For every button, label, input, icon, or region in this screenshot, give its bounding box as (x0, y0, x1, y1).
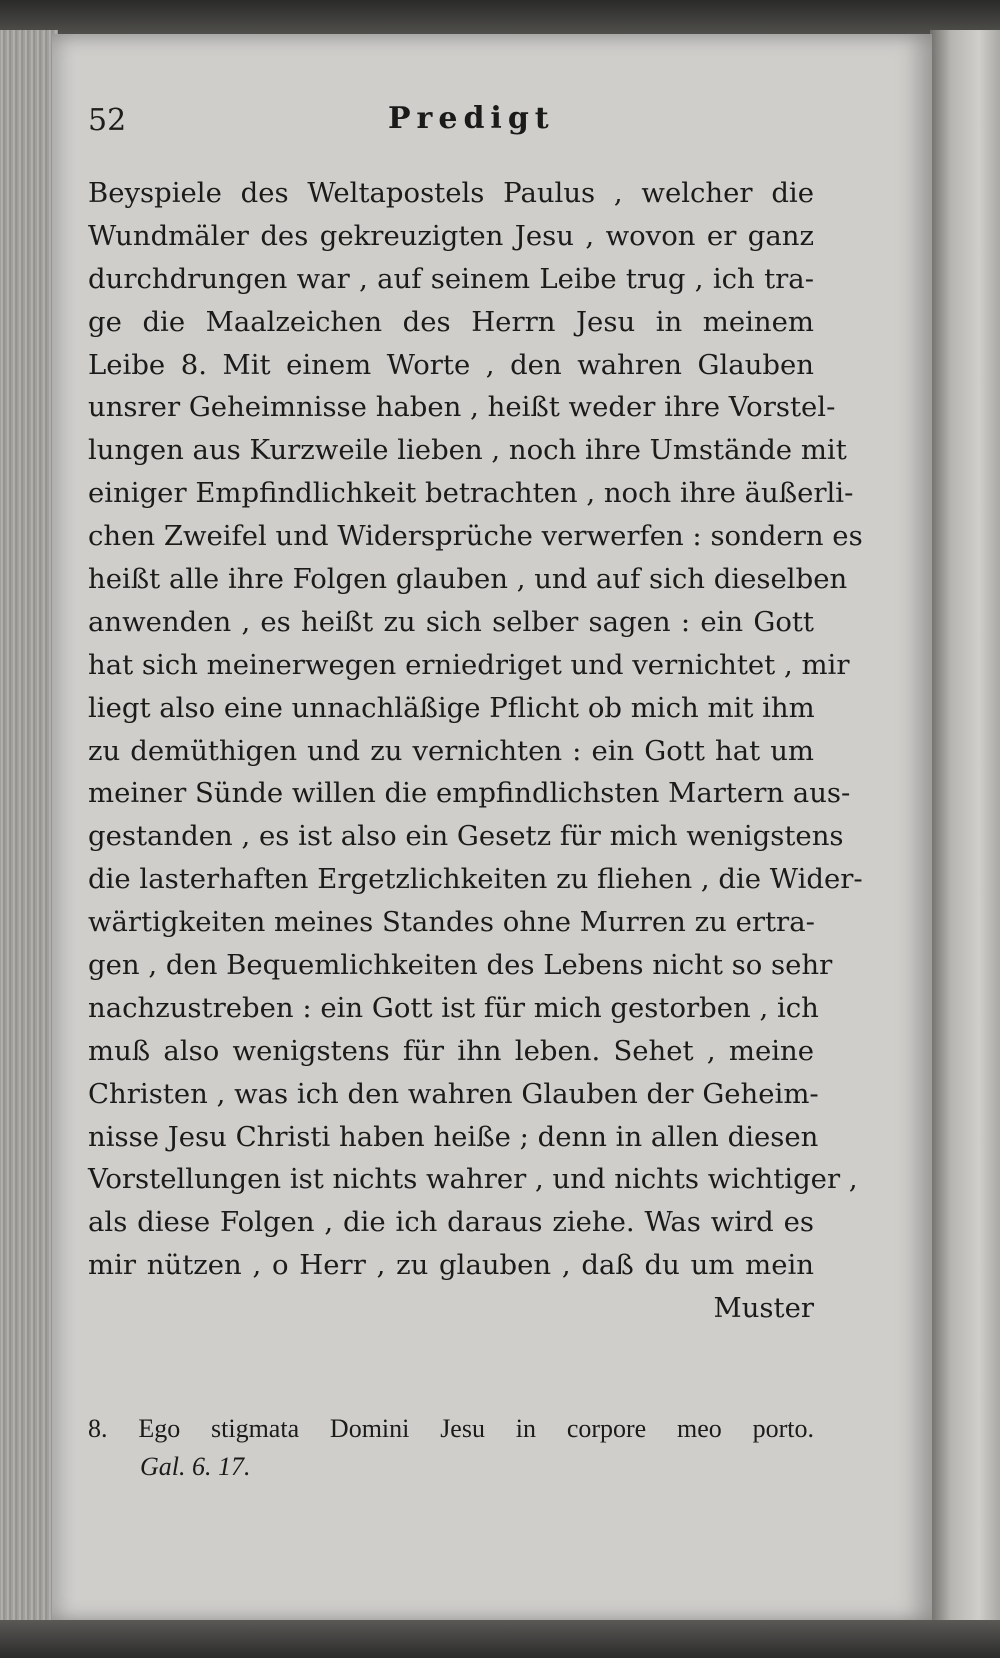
text-line: ge die Maalzeichen des Herrn Jesu in meinem (88, 305, 814, 338)
text-line: mir nützen , o Herr , zu glauben , daß du um mein (88, 1249, 814, 1282)
footnote-text: 8. Ego stigmata Domini Jesu in corpore meo porto. (88, 1414, 814, 1443)
catchword: Muster (713, 1292, 814, 1325)
text-line: durchdrungen war , auf seinem Leibe trug , ich tra- (88, 262, 814, 295)
text-line: gen , den Bequemlichkeiten des Lebens nicht so sehr (88, 949, 833, 982)
text-line: wärtigkeiten meines Standes ohne Murren zu ertra- (88, 906, 815, 939)
page-header (88, 95, 808, 145)
text-line: die lasterhaften Ergetzlichkeiten zu fliehen , die Wider- (88, 863, 863, 896)
text-line: Christen , was ich den wahren Glauben der Geheim- (88, 1077, 819, 1110)
footnote (88, 1410, 814, 1486)
text-line: Wundmäler des gekreuzigten Jesu , wovon er ganz (88, 219, 814, 252)
text-line: Beyspiele des Weltapostels Paulus , welcher die (88, 177, 814, 209)
body-text (88, 172, 863, 1330)
text-line: zu demüthigen und zu vernichten : ein Gott hat um (88, 734, 814, 767)
text-line: nisse Jesu Christi haben heiße ; denn in allen diesen (88, 1120, 819, 1153)
running-head: Predigt (388, 101, 555, 136)
facing-page-edge (930, 30, 1000, 1620)
text-line: muß also wenigstens für ihn leben. Sehet , meine (88, 1034, 814, 1067)
text-line: hat sich meinerwegen erniedriget und vernichtet , mir (88, 648, 850, 681)
text-line: anwenden , es heißt zu sich selber sagen : ein Gott (88, 605, 814, 638)
text-line: Leibe 8. Mit einem Worte , den wahren Glauben (88, 348, 814, 381)
text-line: als diese Folgen , die ich daraus ziehe. Was wird es (88, 1206, 814, 1239)
text-line: nachzustreben : ein Gott ist für mich gestorben , ich (88, 991, 819, 1024)
text-line: einiger Empfindlichkeit betrachten , noch ihre äußerli- (88, 477, 854, 510)
text-line: Vorstellungen ist nichts wahrer , und nichts wichtiger , (88, 1163, 858, 1196)
scan-background-bottom (0, 1620, 1000, 1658)
text-line: unsrer Geheimnisse haben , heißt weder ihre Vorstel- (88, 391, 836, 424)
text-line: chen Zweifel und Widersprüche verwerfen : sondern es (88, 520, 863, 553)
footnote-reference: Gal. 6. 17. (140, 1452, 251, 1481)
text-line: heißt alle ihre Folgen glauben , und auf sich dieselben (88, 563, 848, 596)
text-line: liegt also eine unnachläßige Pflicht ob mich mit ihm (88, 691, 815, 724)
text-line: gestanden , es ist also ein Gesetz für mich wenigstens (88, 820, 844, 853)
book-page-edges (0, 30, 58, 1630)
text-line: lungen aus Kurzweile lieben , noch ihre Umstände mit (88, 434, 847, 467)
page-number: 52 (88, 103, 127, 138)
text-line: meiner Sünde willen die empfindlichsten Martern aus- (88, 777, 851, 810)
